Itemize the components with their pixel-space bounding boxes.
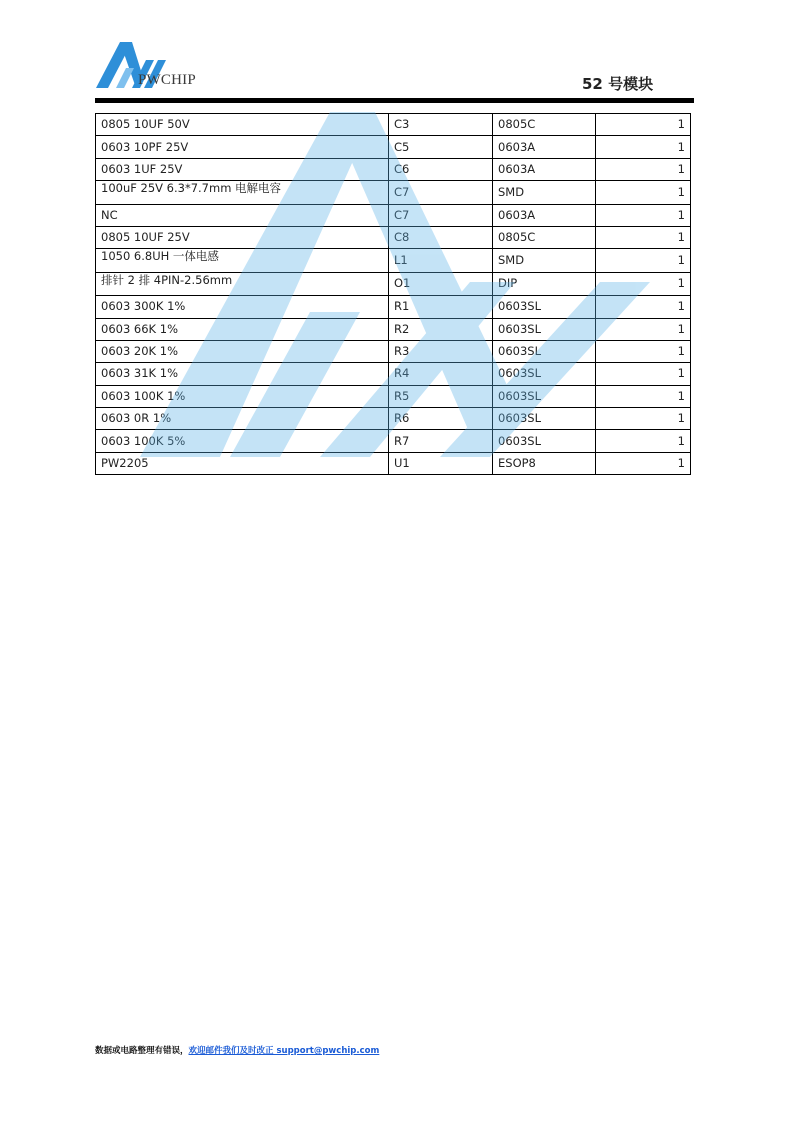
table-row: [96, 363, 691, 385]
table-row: [96, 296, 691, 318]
table-row: [96, 452, 691, 474]
table-row: [96, 340, 691, 362]
quantity-cell: 1: [596, 340, 691, 362]
part-description-cell: 排针 2 排 4PIN-2.56mm: [96, 272, 389, 295]
quantity-cell: 1: [596, 452, 691, 474]
brand-name: PWCHIP: [138, 72, 196, 88]
package-cell: 0603SL: [493, 385, 596, 407]
package-cell: DIP: [493, 272, 596, 295]
quantity-cell: 1: [596, 249, 691, 272]
footer-text: 数据或电路整理有错误，: [95, 1046, 189, 1056]
part-description-cell: 100uF 25V 6.3*7.7mm 电解电容: [96, 181, 389, 204]
designator-cell: C8: [389, 226, 493, 248]
table-row: [96, 204, 691, 226]
table-row: [96, 318, 691, 340]
package-cell: 0603SL: [493, 408, 596, 430]
package-cell: 0603SL: [493, 318, 596, 340]
part-description-cell: PW2205: [96, 452, 389, 474]
quantity-cell: 1: [596, 204, 691, 226]
table-row: [96, 181, 691, 204]
table-row: [96, 226, 691, 248]
quantity-cell: 1: [596, 136, 691, 158]
part-description-cell: 0805 10UF 50V: [96, 114, 389, 136]
package-cell: 0603SL: [493, 296, 596, 318]
part-description-cell: 0603 1UF 25V: [96, 158, 389, 180]
part-description-cell: 0603 300K 1%: [96, 296, 389, 318]
package-cell: 0603A: [493, 158, 596, 180]
footer-note: [95, 1044, 379, 1056]
designator-cell: C7: [389, 204, 493, 226]
page-title: 52 号模块: [582, 75, 654, 93]
table-row: [96, 272, 691, 295]
package-cell: 0805C: [493, 226, 596, 248]
quantity-cell: 1: [596, 114, 691, 136]
quantity-cell: 1: [596, 430, 691, 452]
quantity-cell: 1: [596, 226, 691, 248]
table-row: [96, 385, 691, 407]
designator-cell: R7: [389, 430, 493, 452]
table-row: [96, 249, 691, 272]
package-cell: SMD: [493, 181, 596, 204]
header-divider: [95, 98, 694, 103]
table-row: [96, 136, 691, 158]
designator-cell: R5: [389, 385, 493, 407]
designator-cell: C3: [389, 114, 493, 136]
quantity-cell: 1: [596, 272, 691, 295]
package-cell: 0603A: [493, 204, 596, 226]
designator-cell: O1: [389, 272, 493, 295]
designator-cell: C6: [389, 158, 493, 180]
quantity-cell: 1: [596, 408, 691, 430]
designator-cell: R2: [389, 318, 493, 340]
quantity-cell: 1: [596, 363, 691, 385]
table-row: [96, 114, 691, 136]
designator-cell: C5: [389, 136, 493, 158]
package-cell: 0603SL: [493, 340, 596, 362]
table-row: [96, 408, 691, 430]
part-description-cell: 1050 6.8UH 一体电感: [96, 249, 389, 272]
bom-table: [95, 113, 691, 475]
part-description-cell: 0603 10PF 25V: [96, 136, 389, 158]
quantity-cell: 1: [596, 181, 691, 204]
table-row: [96, 430, 691, 452]
table-row: [96, 158, 691, 180]
quantity-cell: 1: [596, 318, 691, 340]
package-cell: 0603A: [493, 136, 596, 158]
part-description-cell: 0805 10UF 25V: [96, 226, 389, 248]
package-cell: 0805C: [493, 114, 596, 136]
designator-cell: U1: [389, 452, 493, 474]
part-description-cell: NC: [96, 204, 389, 226]
designator-cell: C7: [389, 181, 493, 204]
part-description-cell: 0603 100K 1%: [96, 385, 389, 407]
package-cell: SMD: [493, 249, 596, 272]
designator-cell: R1: [389, 296, 493, 318]
designator-cell: R3: [389, 340, 493, 362]
quantity-cell: 1: [596, 385, 691, 407]
package-cell: ESOP8: [493, 452, 596, 474]
part-description-cell: 0603 20K 1%: [96, 340, 389, 362]
designator-cell: R4: [389, 363, 493, 385]
package-cell: 0603SL: [493, 363, 596, 385]
part-description-cell: 0603 31K 1%: [96, 363, 389, 385]
support-email-link[interactable]: 欢迎邮件我们及时改正 support@pwchip.com: [188, 1046, 380, 1056]
quantity-cell: 1: [596, 296, 691, 318]
designator-cell: L1: [389, 249, 493, 272]
package-cell: 0603SL: [493, 430, 596, 452]
bom-table-body: [96, 114, 691, 475]
part-description-cell: 0603 0R 1%: [96, 408, 389, 430]
part-description-cell: 0603 66K 1%: [96, 318, 389, 340]
quantity-cell: 1: [596, 158, 691, 180]
part-description-cell: 0603 100K 5%: [96, 430, 389, 452]
designator-cell: R6: [389, 408, 493, 430]
